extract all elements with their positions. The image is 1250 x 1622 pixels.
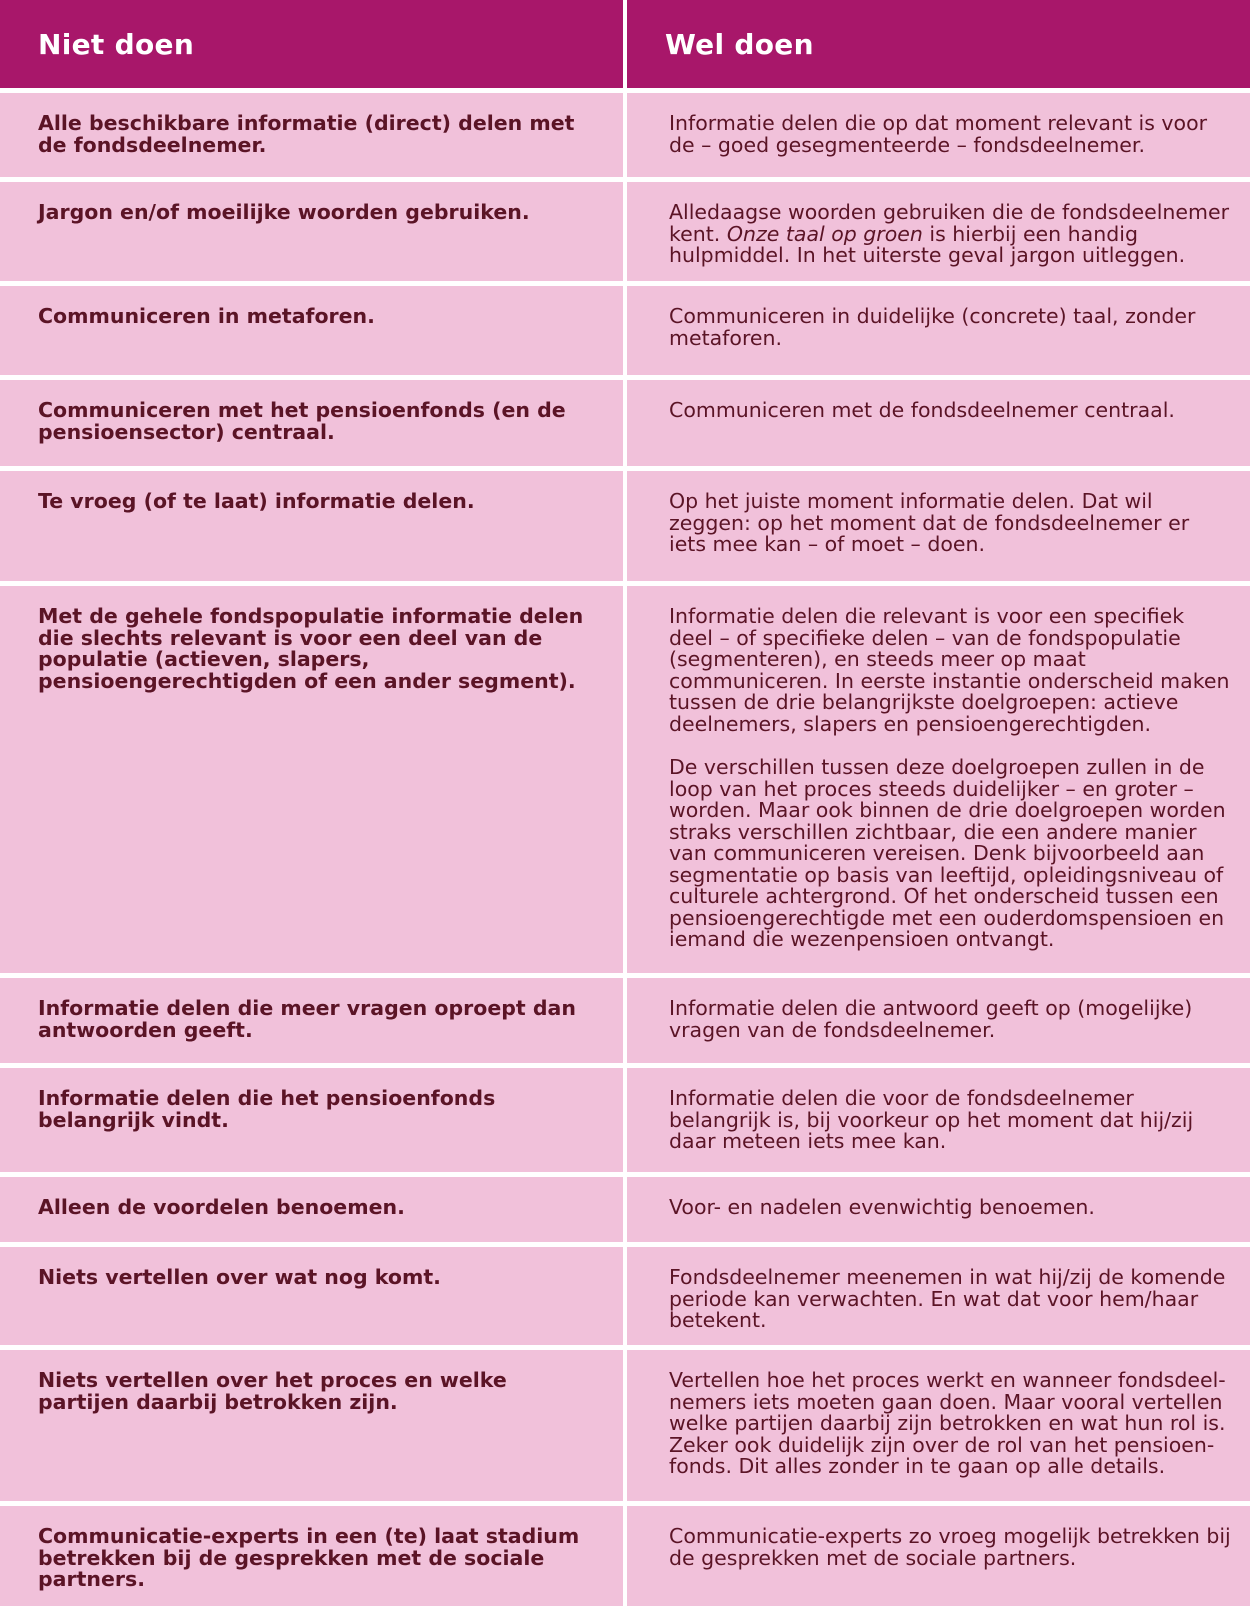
wel-doen-cell — [627, 1350, 1250, 1501]
wel-doen-cell — [627, 286, 1250, 375]
wel-doen-cell — [627, 471, 1250, 581]
wel-doen-text: Informatie delen die voor de fondsdeelnemer belangrijk is, bij voorkeur op het moment dat hij/zij daar meteen iets mee kan. — [669, 1086, 1194, 1153]
niet-doen-cell: Met de gehele fondspopulatie informatie delen die slechts relevant is voor een deel van de populatie (actieven, slapers, pensioengerechtigden of een ander segment). — [0, 586, 623, 973]
wel-doen-cell — [627, 1506, 1250, 1606]
niet-doen-cell: Jargon en/of moeilijke woorden gebruiken. — [0, 182, 623, 281]
niet-doen-cell: Niets vertellen over wat nog komt. — [0, 1247, 623, 1345]
column-header-wel-doen: Wel doen — [627, 0, 1250, 88]
niet-doen-cell: Communiceren in metaforen. — [0, 286, 623, 375]
wel-doen-cell — [627, 1247, 1250, 1345]
wel-doen-text — [669, 202, 1232, 267]
wel-doen-text: Informatie delen die antwoord geeft op (mogelijke) vragen van de fondsdeelnemer. — [669, 996, 1193, 1042]
wel-doen-cell — [627, 182, 1250, 281]
publication-title-italic: Onze taal op groen — [726, 221, 923, 246]
wel-doen-text: Informatie delen die op dat moment relevant is voor de – goed gesegmenteerde – fondsdeelnemer. — [669, 111, 1208, 157]
wel-doen-text: Communicatie-experts zo vroeg mogelijk betrekken bij de gesprekken met de sociale partners. — [669, 1524, 1231, 1570]
wel-doen-cell — [627, 586, 1250, 973]
wel-doen-text: Communiceren met de fondsdeelnemer centraal. — [669, 398, 1175, 422]
niet-doen-cell: Niets vertellen over het proces en welke partijen daarbij betrokken zijn. — [0, 1350, 623, 1501]
niet-doen-cell: Te vroeg (of te laat) informatie delen. — [0, 471, 623, 581]
wel-doen-text: Informatie delen die relevant is voor een specifiek deel – of specifieke delen – van de fondspopulatie (segmenteren), en steeds meer op maat communiceren. In eerste instantie onderscheid maken tussen de drie belangrijkste doelgroepen: actieve deelnemers, slapers en pensioengerechtigden. — [669, 604, 1230, 736]
niet-doen-cell: Informatie delen die het pensioenfonds belangrijk vindt. — [0, 1068, 623, 1172]
wel-doen-text: De verschillen tussen deze doelgroepen zullen in de loop van het proces steeds duidelijker – en groter – worden. Maar ook binnen de drie doelgroepen worden straks verschillen zichtbaar, die een andere manier van communiceren vereisen. Denk bijvoorbeeld aan segmentatie op basis van leeftijd, opleidingsniveau of culturele achtergrond. Of het onderscheid tussen een pensioengerechtigde met een ouderdomspensioen en iemand die wezenpensioen ontvangt. — [669, 755, 1226, 951]
wel-doen-text-part: Alledaagse woorden gebruiken die de fondsdeelnemer kent. — [669, 200, 1230, 246]
column-header-niet-doen: Niet doen — [0, 0, 623, 88]
niet-doen-cell: Informatie delen die meer vragen oproept dan antwoorden geeft. — [0, 978, 623, 1063]
wel-doen-text: Fondsdeelnemer meenemen in wat hij/zij de komende periode kan verwachten. En wat dat voor hem/haar betekent. — [669, 1265, 1226, 1332]
wel-doen-text: Op het juiste moment informatie delen. Dat wil zeggen: op het moment dat de fondsdeelnemer er iets mee kan – of moet – doen. — [669, 489, 1190, 556]
wel-doen-text: Vertellen hoe het proces werkt en wanneer fondsdeel-nemers iets moeten gaan doen. Maar vooral vertellen welke partijen daarbij zijn betrokken en wat hun rol is. Zeker ook duidelijk zijn over de rol van het pensioen-fonds. Dit alles zonder in te gaan op alle details. — [669, 1368, 1226, 1478]
wel-doen-cell — [627, 978, 1250, 1063]
niet-doen-cell: Alleen de voordelen benoemen. — [0, 1177, 623, 1242]
niet-doen-cell: Alle beschikbare informatie (direct) delen met de fondsdeelnemer. — [0, 93, 623, 177]
niet-doen-cell: Communicatie-experts in een (te) laat stadium betrekken bij de gesprekken met de sociale partners. — [0, 1506, 623, 1606]
wel-doen-text: Communiceren in duidelijke (concrete) taal, zonder metaforen. — [669, 304, 1196, 350]
wel-doen-cell — [627, 380, 1250, 466]
wel-doen-cell — [627, 93, 1250, 177]
wel-doen-text: Voor- en nadelen evenwichtig benoemen. — [669, 1195, 1095, 1219]
wel-doen-text-part: is hierbij een handig hulpmiddel. In het uiterste geval jargon uitleggen. — [669, 221, 1186, 267]
wel-doen-cell — [627, 1068, 1250, 1172]
niet-doen-cell: Communiceren met het pensioenfonds (en de pensioensector) centraal. — [0, 380, 623, 466]
wel-doen-cell — [627, 1177, 1250, 1242]
